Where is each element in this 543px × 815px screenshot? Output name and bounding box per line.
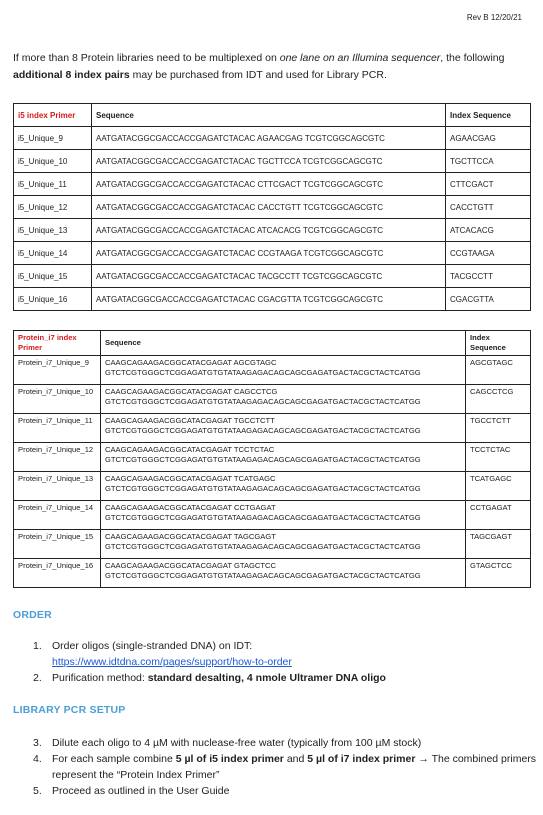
sequence-line-1: CAAGCAGAAGACGGCATACGAGAT CAGCCTCG <box>105 387 278 396</box>
index-sequence-cell: CCGTAAGA <box>446 242 531 265</box>
table-header-row <box>14 104 531 127</box>
sequence-line-2: GTCTCGTGGGCTCGGAGATGTGTATAAGAGACAGCAGCGAGATGACTACGCTACTCATGG <box>105 455 421 464</box>
i5-index-table <box>13 103 531 311</box>
list-item: 3. Dilute each oligo to 4 µM with nuclease-free water (typically from 100 µM stock) <box>33 737 422 749</box>
column-header-sequence: Sequence <box>92 104 446 127</box>
sequence-line-2: GTCTCGTGGGCTCGGAGATGTGTATAAGAGACAGCAGCGAGATGACTACGCTACTCATGG <box>105 426 421 435</box>
intro-paragraph: If more than 8 Protein libraries need to be multiplexed on one lane on an Illumina sequencer, the following additional 8 index pairs may be purchased from IDT and used for Library PCR. <box>13 52 505 81</box>
list-item: 2. Purification method: standard desalting, 4 nmole Ultramer DNA oligo <box>33 672 386 684</box>
sequence-cell <box>101 501 466 530</box>
order-list <box>0 638 540 686</box>
column-header-index-sequence: Index Sequence <box>466 331 531 356</box>
sequence-cell: AATGATACGGCGACCACCGAGATCTACAC CCGTAAGA TCGTCGGCAGCGTC <box>92 242 446 265</box>
primer-name-cell: i5_Unique_14 <box>14 242 92 265</box>
table-row <box>14 265 531 288</box>
sequence-line-2: GTCTCGTGGGCTCGGAGATGTGTATAAGAGACAGCAGCGAGATGACTACGCTACTCATGG <box>105 368 421 377</box>
table-row <box>14 127 531 150</box>
primer-name-cell: i5_Unique_9 <box>14 127 92 150</box>
sequence-line-1: CAAGCAGAAGACGGCATACGAGAT TAGCGAGT <box>105 532 276 541</box>
primer-name-cell: i5_Unique_11 <box>14 173 92 196</box>
list-item: 4. For each sample combine 5 µl of i5 index primer and 5 µl of i7 index primer → The combined primers represent the “Protein Index Primer” <box>33 753 537 781</box>
index-sequence-cell: TAGCGAGT <box>466 530 531 559</box>
sequence-cell <box>101 530 466 559</box>
sequence-cell: AATGATACGGCGACCACCGAGATCTACAC AGAACGAG TCGTCGGCAGCGTC <box>92 127 446 150</box>
table-row <box>14 356 531 385</box>
primer-name-cell: Protein_i7_Unique_10 <box>14 385 101 414</box>
list-item: 5. Proceed as outlined in the User Guide <box>33 785 230 797</box>
sequence-cell <box>101 443 466 472</box>
primer-name-cell: Protein_i7_Unique_16 <box>14 559 101 588</box>
primer-name-cell: i5_Unique_12 <box>14 196 92 219</box>
sequence-cell: AATGATACGGCGACCACCGAGATCTACAC CTTCGACT TCGTCGGCAGCGTC <box>92 173 446 196</box>
primer-name-cell: Protein_i7_Unique_14 <box>14 501 101 530</box>
table-row <box>14 414 531 443</box>
table-row <box>14 501 531 530</box>
library-pcr-heading: LIBRARY PCR SETUP <box>13 704 126 716</box>
sequence-cell <box>101 472 466 501</box>
list-item: 1. Order oligos (single-stranded DNA) on IDT: https://www.idtdna.com/pages/support/how-to-order <box>33 640 292 668</box>
sequence-cell: AATGATACGGCGACCACCGAGATCTACAC TACGCCTT TCGTCGGCAGCGTC <box>92 265 446 288</box>
sequence-cell <box>101 414 466 443</box>
table-row <box>14 219 531 242</box>
table-row <box>14 173 531 196</box>
primer-name-cell: Protein_i7_Unique_13 <box>14 472 101 501</box>
sequence-line-1: CAAGCAGAAGACGGCATACGAGAT CCTGAGAT <box>105 503 276 512</box>
index-sequence-cell: TGCTTCCA <box>446 150 531 173</box>
order-heading: ORDER <box>13 609 52 621</box>
table-row <box>14 530 531 559</box>
i7-index-table <box>13 330 531 588</box>
primer-name-cell: i5_Unique_16 <box>14 288 92 311</box>
column-header-primer: i5 index Primer <box>14 104 92 127</box>
index-sequence-cell: GTAGCTCC <box>466 559 531 588</box>
sequence-line-2: GTCTCGTGGGCTCGGAGATGTGTATAAGAGACAGCAGCGAGATGACTACGCTACTCATGG <box>105 397 421 406</box>
primer-name-cell: i5_Unique_13 <box>14 219 92 242</box>
table-row <box>14 288 531 311</box>
index-sequence-cell: AGAACGAG <box>446 127 531 150</box>
sequence-line-2: GTCTCGTGGGCTCGGAGATGTGTATAAGAGACAGCAGCGAGATGACTACGCTACTCATGG <box>105 542 421 551</box>
primer-name-cell: Protein_i7_Unique_12 <box>14 443 101 472</box>
index-sequence-cell: CAGCCTCG <box>466 385 531 414</box>
index-sequence-cell: ATCACACG <box>446 219 531 242</box>
index-sequence-cell: AGCGTAGC <box>466 356 531 385</box>
table-row <box>14 443 531 472</box>
sequence-cell: AATGATACGGCGACCACCGAGATCTACAC TGCTTCCA TCGTCGGCAGCGTC <box>92 150 446 173</box>
sequence-line-1: CAAGCAGAAGACGGCATACGAGAT TGCCTCTT <box>105 416 275 425</box>
sequence-line-1: CAAGCAGAAGACGGCATACGAGAT AGCGTAGC <box>105 358 277 367</box>
primer-name-cell: Protein_i7_Unique_9 <box>14 356 101 385</box>
i5-table-body <box>14 127 531 311</box>
sequence-cell: AATGATACGGCGACCACCGAGATCTACAC CGACGTTA TCGTCGGCAGCGTC <box>92 288 446 311</box>
column-header-sequence: Sequence <box>101 331 466 356</box>
sequence-line-2: GTCTCGTGGGCTCGGAGATGTGTATAAGAGACAGCAGCGAGATGACTACGCTACTCATGG <box>105 484 421 493</box>
index-sequence-cell: TACGCCTT <box>446 265 531 288</box>
index-sequence-cell: TGCCTCTT <box>466 414 531 443</box>
i7-table-body <box>14 356 531 588</box>
sequence-cell <box>101 385 466 414</box>
table-header-row <box>14 331 531 356</box>
sequence-cell <box>101 356 466 385</box>
sequence-line-1: CAAGCAGAAGACGGCATACGAGAT TCATGAGC <box>105 474 276 483</box>
table-row <box>14 472 531 501</box>
sequence-line-1: CAAGCAGAAGACGGCATACGAGAT TCCTCTAC <box>105 445 275 454</box>
revision-label: Rev B 12/20/21 <box>466 13 522 22</box>
sequence-cell: AATGATACGGCGACCACCGAGATCTACAC CACCTGTT TCGTCGGCAGCGTC <box>92 196 446 219</box>
primer-name-cell: Protein_i7_Unique_15 <box>14 530 101 559</box>
library-pcr-list <box>0 735 540 799</box>
table-row <box>14 150 531 173</box>
sequence-cell <box>101 559 466 588</box>
column-header-primer: Protein_i7 index Primer <box>14 331 101 356</box>
index-sequence-cell: CACCTGTT <box>446 196 531 219</box>
idt-order-link[interactable]: https://www.idtdna.com/pages/support/how-to-order <box>52 656 292 668</box>
table-row <box>14 559 531 588</box>
sequence-line-2: GTCTCGTGGGCTCGGAGATGTGTATAAGAGACAGCAGCGAGATGACTACGCTACTCATGG <box>105 571 421 580</box>
primer-name-cell: i5_Unique_15 <box>14 265 92 288</box>
sequence-cell: AATGATACGGCGACCACCGAGATCTACAC ATCACACG TCGTCGGCAGCGTC <box>92 219 446 242</box>
index-sequence-cell: CGACGTTA <box>446 288 531 311</box>
table-row <box>14 196 531 219</box>
table-row <box>14 385 531 414</box>
column-header-index-sequence: Index Sequence <box>446 104 531 127</box>
sequence-line-1: CAAGCAGAAGACGGCATACGAGAT GTAGCTCC <box>105 561 277 570</box>
index-sequence-cell: CCTGAGAT <box>466 501 531 530</box>
table-row <box>14 242 531 265</box>
index-sequence-cell: CTTCGACT <box>446 173 531 196</box>
index-sequence-cell: TCCTCTAC <box>466 443 531 472</box>
primer-name-cell: i5_Unique_10 <box>14 150 92 173</box>
primer-name-cell: Protein_i7_Unique_11 <box>14 414 101 443</box>
index-sequence-cell: TCATGAGC <box>466 472 531 501</box>
sequence-line-2: GTCTCGTGGGCTCGGAGATGTGTATAAGAGACAGCAGCGAGATGACTACGCTACTCATGG <box>105 513 421 522</box>
